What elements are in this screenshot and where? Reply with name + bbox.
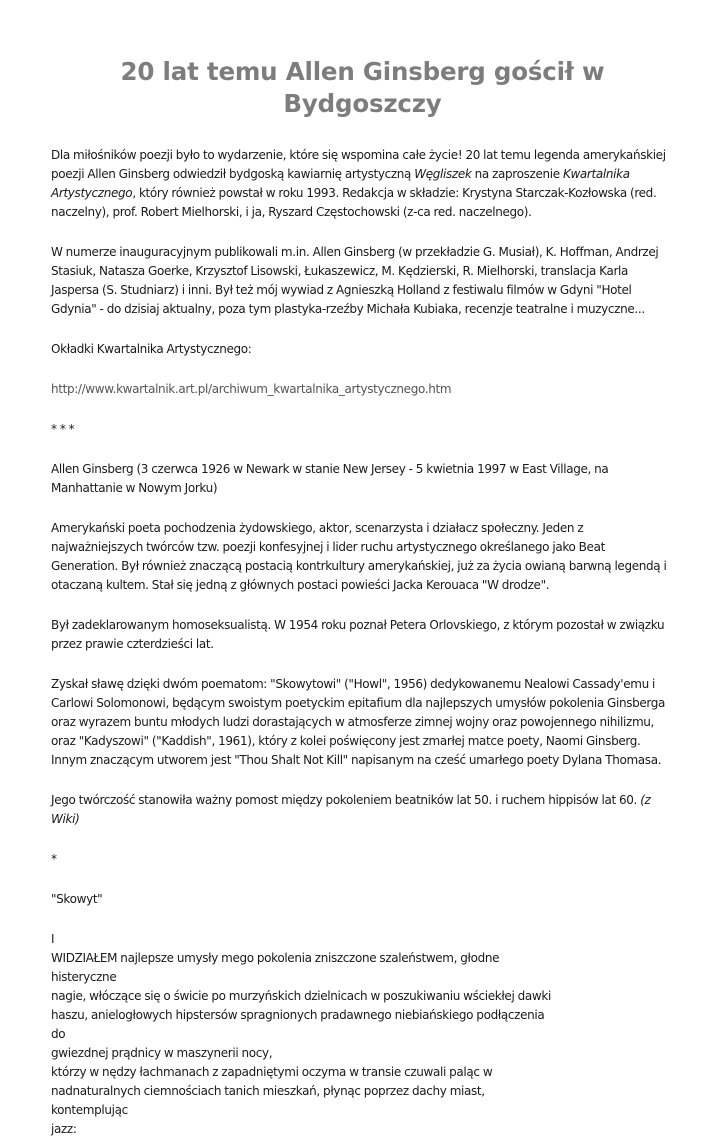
poem-line: którzy w nędzy łachmanach z zapadniętymi oczyma w transie czuwali paląc w (51, 1065, 493, 1079)
cafe-name: Węgliszek (414, 167, 472, 181)
intro-text-1: Dla miłośników poezji było to wydarzenie, które się wspomina całe życie! 20 lat temu legenda amerykańskiej poezji Allen Ginsberg odwiedził bydgoską kawiarnię artystyczną (51, 148, 666, 181)
separator-star: * (51, 852, 57, 866)
intro-text-3: , który również powstał w roku 1993. Redakcja w składzie: Krystyna Starczak-Kozłowska (red. naczelny), prof. Robert Mielhorski, i ja, Ryszard Częstochowski (z-ca red. naczelnego). (51, 186, 657, 219)
bio-legacy-text: Jego twórczość stanowiła ważny pomost między pokoleniem beatników lat 50. i ruchem hippisów lat 60. (51, 793, 641, 807)
poem-line: nagie, włóczące się o świcie po murzyńskich dzielnicach w poszukiwaniu wściekłej dawki (51, 989, 551, 1003)
bio-dates-paragraph: Allen Ginsberg (3 czerwca 1926 w Newark w stanie New Jersey - 5 kwietnia 1997 w East Village, na Manhattanie w Nowym Jorku) (51, 462, 609, 495)
bio-personal-paragraph: Był zadeklarowanym homoseksualistą. W 1954 roku poznał Petera Orlovskiego, z którym pozostał w związku przez prawie czterdzieści lat. (51, 618, 665, 651)
covers-archive-link[interactable]: http://www.kwartalnik.art.pl/archiwum_kwartalnika_artystycznego.htm (51, 382, 452, 396)
poem-title: "Skowyt" (51, 892, 103, 906)
covers-label: Okładki Kwartalnika Artystycznego: (51, 342, 252, 356)
bio-source: (z Wiki) (51, 793, 651, 826)
intro-paragraph (51, 146, 674, 222)
inaugural-issue-paragraph: W numerze inauguracyjnym publikowali m.in. Allen Ginsberg (w przekładzie G. Musiał), K. Hoffman, Andrzej Stasiuk, Natasza Goerke, Krzysztof Lisowski, Łukaszewicz, M. Kędzierski, R. Mielhorski, translacja Karla Jaspersa (S. Studniarz) i inni. Był też mój wywiad z Agnieszką Holland z festiwalu filmów w Gdyni "Hotel Gdynia" - do dzisiaj aktualny, poza tym plastyka-rzeźby Michała Kubiaka, recenzje teatralne i muzyczne... (51, 245, 659, 316)
bio-legacy-paragraph (51, 791, 674, 829)
page-title: 20 lat temu Allen Ginsberg gościł w Bydgoszczy (120, 57, 605, 118)
poem-body (51, 930, 551, 1139)
intro-text-2: na zaproszenie (471, 167, 563, 181)
magazine-name: Kwartalnika Artystycznego (51, 167, 630, 200)
poem-section-number: I (51, 932, 55, 946)
poem-line: WIDZIAŁEM najlepsze umysły mego pokolenia zniszczone szaleństwem, głodne histeryczne (51, 951, 500, 984)
poem-line: gwiezdnej prądnicy w maszynerii nocy, (51, 1046, 273, 1060)
poem-line: nadnaturalnych ciemnościach tanich mieszkań, płynąc poprzez dachy miast, kontemplując (51, 1084, 485, 1117)
bio-description-paragraph: Amerykański poeta pochodzenia żydowskiego, aktor, scenarzysta i działacz społeczny. Jeden z najważniejszych twórców tzw. poezji konfesyjnej i lider ruchu artystycznego określanego jako Beat Generation. Był również znaczącą postacią kontrkultury amerykańskiej, już za życia owianą barwną legendą i otaczaną kultem. Stał się jedną z głównych postaci powieści Jacka Kerouaca "W drodze". (51, 521, 667, 592)
poem-line: haszu, anielogłowych hipstersów spragnionych pradawnego niebiańskiego podłączenia do (51, 1008, 545, 1041)
section-separator-stars: * * * (51, 422, 75, 436)
bio-fame-paragraph: Zyskał sławę dzięki dwóm poematom: "Skowytowi" ("Howl", 1956) dedykowanemu Nealowi Cassady'emu i Carlowi Solomonowi, będącym swoistym poetyckim epitafium dla najlepszych umysłów pokolenia Ginsberga oraz wyrazem buntu młodych ludzi dorastających w atmosferze zimnej wojny oraz powojennego nihilizmu, oraz "Kadyszowi" ("Kaddish", 1961), który z kolei poświęcony jest zmarłej matce poety, Naomi Ginsberg. Innym znaczącym utworem jest "Thou Shalt Not Kill" napisanym na cześć umarłego poety Dylana Thomasa. (51, 677, 666, 767)
poem-line: jazz: (51, 1122, 77, 1136)
